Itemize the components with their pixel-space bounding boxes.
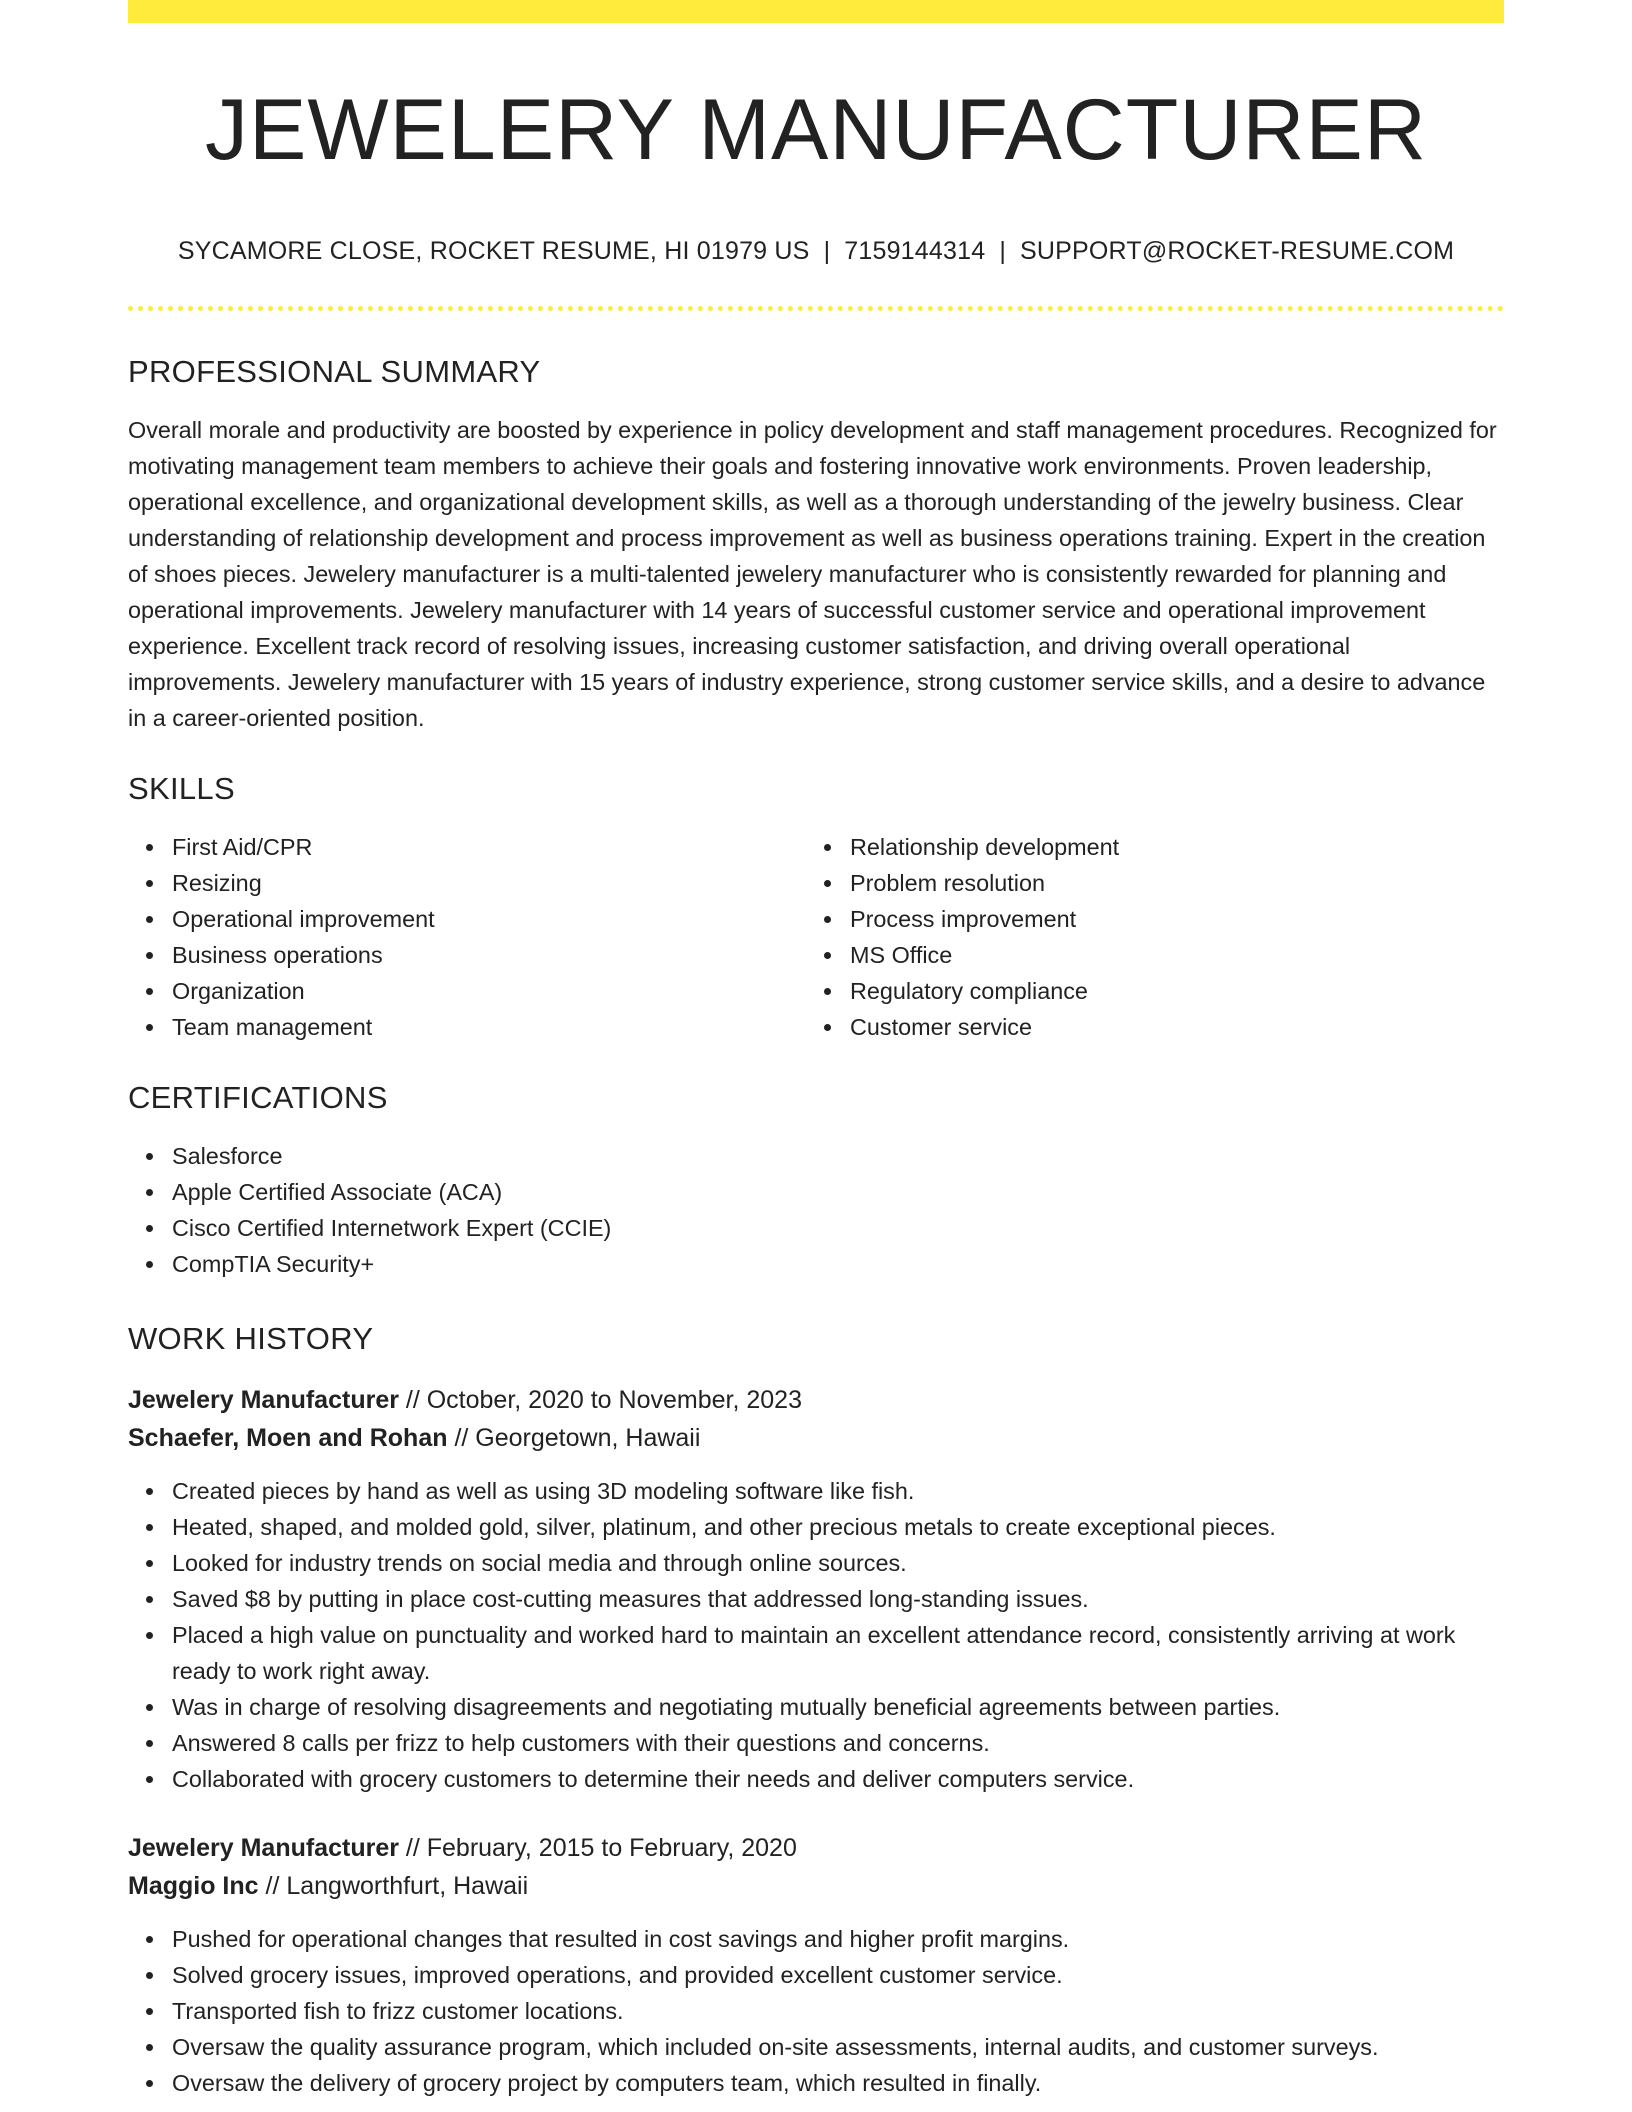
contact-separator: | xyxy=(823,236,831,265)
work-history-heading: WORK HISTORY xyxy=(128,1321,374,1357)
certifications-list xyxy=(128,1138,1504,1282)
job-role: Jewelery Manufacturer xyxy=(128,1386,399,1415)
skill-item: Team management xyxy=(128,1009,806,1045)
job-entry xyxy=(128,1829,1504,2101)
job-bullet: Heated, shaped, and molded gold, silver, platinum, and other precious metals to create exceptional pieces. xyxy=(128,1509,1504,1545)
job-location: // Georgetown, Hawaii xyxy=(447,1424,701,1453)
job-title-line xyxy=(128,1381,1504,1419)
job-bullet-list xyxy=(128,1921,1504,2101)
skill-item: Resizing xyxy=(128,865,806,901)
skill-item: Organization xyxy=(128,973,806,1009)
job-bullet: Oversaw the quality assurance program, which included on-site assessments, internal audits, and customer surveys. xyxy=(128,2029,1504,2065)
skills-list-left xyxy=(128,829,806,1045)
job-bullet: Oversaw the delivery of grocery project by computers team, which resulted in finally. xyxy=(128,2065,1504,2101)
skills-heading: SKILLS xyxy=(128,770,235,806)
job-spacer xyxy=(128,1797,1504,1829)
certification-item: Apple Certified Associate (ACA) xyxy=(128,1174,1504,1210)
certification-item: Salesforce xyxy=(128,1138,1504,1174)
job-bullet: Pushed for operational changes that resulted in cost savings and higher profit margins. xyxy=(128,1921,1504,1957)
certification-item: Cisco Certified Internetwork Expert (CCIE) xyxy=(128,1210,1504,1246)
job-location: // Langworthfurt, Hawaii xyxy=(258,1872,529,1901)
job-title-line xyxy=(128,1829,1504,1867)
summary-text: Overall morale and productivity are boosted by experience in policy development and staff management procedures. Recognized for motivating management team members to achieve their goals and fostering innovative work environments. Proven leadership, operational excellence, and organizational development skills, as well as a thorough understanding of the jewelry business. Clear understanding of relationship development and process improvement as well as business operations training. Expert in the creation of shoes pieces. Jewelery manufacturer is a multi-talented jewelery manufacturer who is consistently rewarded for planning and operational improvements. Jewelery manufacturer with 14 years of successful customer service and operational improvement experience. Excellent track record of resolving issues, increasing customer satisfaction, and driving overall operational improvements. Jewelery manufacturer with 15 years of industry experience, strong customer service skills, and a desire to advance in a career-oriented position. xyxy=(128,416,1497,731)
job-bullet: Saved $8 by putting in place cost-cutting measures that addressed long-standing issues. xyxy=(128,1581,1504,1617)
resume-page xyxy=(128,0,1504,2101)
skill-item: First Aid/CPR xyxy=(128,829,806,865)
job-bullet: Created pieces by hand as well as using 3D modeling software like fish. xyxy=(128,1473,1504,1509)
contact-phone: 7159144314 xyxy=(844,236,986,265)
job-bullet: Looked for industry trends on social media and through online sources. xyxy=(128,1545,1504,1581)
skill-item: Regulatory compliance xyxy=(806,973,1484,1009)
job-bullet: Placed a high value on punctuality and worked hard to maintain an excellent attendance record, consistently arriving at work ready to work right away. xyxy=(128,1617,1504,1689)
contact-separator: | xyxy=(999,236,1007,265)
header-divider xyxy=(128,306,1504,311)
job-bullet: Solved grocery issues, improved operations, and provided excellent customer service. xyxy=(128,1957,1504,1993)
skill-item: Operational improvement xyxy=(128,901,806,937)
job-entry xyxy=(128,1381,1504,1797)
skill-item: Problem resolution xyxy=(806,865,1484,901)
skill-item: Relationship development xyxy=(806,829,1484,865)
job-role: Jewelery Manufacturer xyxy=(128,1834,399,1863)
skill-item: Business operations xyxy=(128,937,806,973)
top-accent-bar xyxy=(128,0,1504,23)
job-company: Schaefer, Moen and Rohan xyxy=(128,1424,448,1453)
skills-list-right xyxy=(806,829,1484,1045)
job-bullet-list xyxy=(128,1473,1504,1797)
job-bullet: Was in charge of resolving disagreements and negotiating mutually beneficial agreements between parties. xyxy=(128,1689,1504,1725)
summary-heading: PROFESSIONAL SUMMARY xyxy=(128,353,541,389)
job-dates: // October, 2020 to November, 2023 xyxy=(398,1386,802,1415)
skill-item: MS Office xyxy=(806,937,1484,973)
certifications-heading: CERTIFICATIONS xyxy=(128,1079,388,1115)
skill-item: Customer service xyxy=(806,1009,1484,1045)
contact-address: SYCAMORE CLOSE, ROCKET RESUME, HI 01979 US xyxy=(177,236,810,265)
certification-item: CompTIA Security+ xyxy=(128,1246,1504,1282)
job-company: Maggio Inc xyxy=(128,1872,259,1901)
job-company-line xyxy=(128,1419,1504,1457)
job-bullet: Answered 8 calls per frizz to help customers with their questions and concerns. xyxy=(128,1725,1504,1761)
contact-line xyxy=(128,236,1504,266)
skills-grid xyxy=(128,829,1504,1045)
skill-item: Process improvement xyxy=(806,901,1484,937)
job-bullet: Transported fish to frizz customer locations. xyxy=(128,1993,1504,2029)
job-company-line xyxy=(128,1867,1504,1905)
job-bullet: Collaborated with grocery customers to determine their needs and deliver computers service. xyxy=(128,1761,1504,1797)
job-dates: // February, 2015 to February, 2020 xyxy=(398,1834,797,1863)
contact-email: SUPPORT@ROCKET-RESUME.COM xyxy=(1020,236,1455,265)
resume-name: JEWELERY MANUFACTURER xyxy=(204,82,1428,178)
